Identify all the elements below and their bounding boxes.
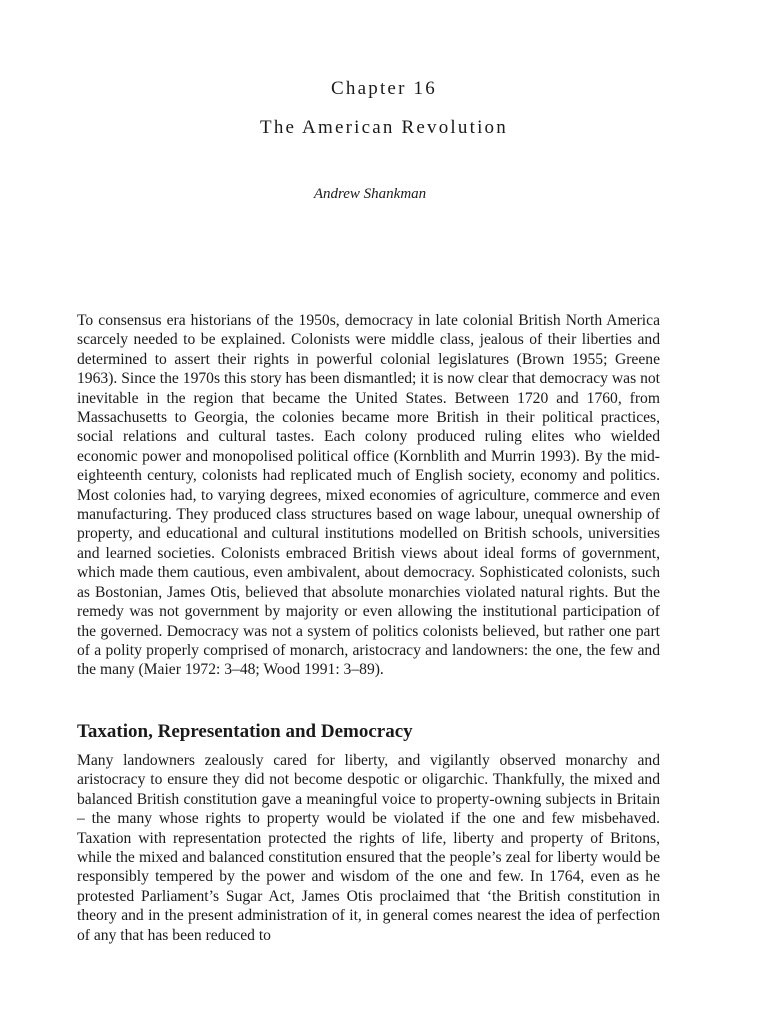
intro-paragraph: To consensus era historians of the 1950s, democracy in late colonial British North America scarcely needed to be explained. Colonists were middle class, jealous of their liberties and determined to assert their rights in powerful colonial legislatures (Brown 1955; Greene 1963). Since the 1970s this story has been dismantled; it is now clear that democracy was not inevitable in the region that became the United States. Between 1720 and 1760, from Massachusetts to Georgia, the colonies became more British in their political practices, social relations and cultural tastes. Each colony produced ruling elites who wielded economic power and monopolised political office (Kornblith and Murrin 1993). By the mid-eighteenth century, colonists had replicated much of English society, economy and politics. Most colonies had, to varying degrees, mixed economies of agriculture, commerce and even manufacturing. They produced class structures based on wage labour, unequal ownership of property, and educational and cultural institutions modelled on British schools, universities and learned societies. Colonists embraced British views about ideal forms of government, which made them cautious, even ambivalent, about democracy. Sophisticated colonists, such as Bostonian, James Otis, believed that absolute monarchies violated natural rights. But the remedy was not government by majority or even allowing the institutional participation of the governed. Democracy was not a system of politics colonists believed, but rather one part of a polity properly comprised of monarch, aristocracy and landowners: the one, the few and the many (Maier 1972: 3–48; Wood 1991: 3–89). — [77, 312, 660, 679]
chapter-title: The American Revolution — [260, 117, 508, 138]
section-paragraph: Many landowners zealously cared for liberty, and vigilantly observed monarchy and aristocracy to ensure they did not become despotic or oligarchic. Thankfully, the mixed and balanced British constitution gave a meaningful voice to property-owning subjects in Britain – the many whose rights to property would be violated if the one and few misbehaved. Taxation with representation protected the rights of life, liberty and property of Britons, while the mixed and balanced constitution ensured that the people’s zeal for liberty would be responsibly tempered by the power and wisdom of the one and few. In 1764, even as he protested Parliament’s Sugar Act, James Otis proclaimed that ‘the British constitution in theory and in the present administration of it, in general comes nearest the idea of perfection of any that has been reduced to — [77, 752, 660, 944]
chapter-author: Andrew Shankman — [313, 186, 427, 202]
chapter-label: Chapter 16 — [331, 78, 437, 99]
section-heading: Taxation, Representation and Democracy — [77, 721, 413, 742]
